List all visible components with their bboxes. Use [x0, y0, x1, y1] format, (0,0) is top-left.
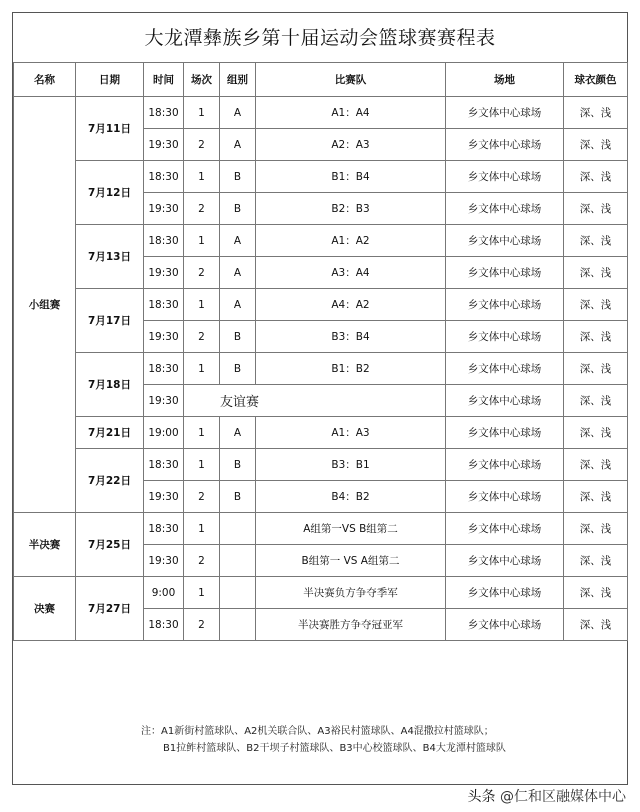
jersey-cell: 深、浅 [564, 193, 628, 225]
time-cell: 19:30 [144, 321, 184, 353]
date-cell: 7月13日 [76, 225, 144, 289]
group-cell [220, 609, 256, 641]
stage-cell-semi: 半决赛 [14, 513, 76, 577]
group-cell: A [220, 225, 256, 257]
venue-cell: 乡文体中心球场 [446, 257, 564, 289]
table-row [14, 161, 628, 193]
teams-cell: 半决赛胜方争夺冠亚军 [256, 609, 446, 641]
group-cell: A [220, 129, 256, 161]
watermark-platform: 头条 [467, 789, 496, 805]
table-row [14, 353, 628, 385]
round-cell: 2 [184, 257, 220, 289]
teams-cell: B4：B2 [256, 481, 446, 513]
jersey-cell: 深、浅 [564, 97, 628, 129]
teams-cell: A1：A4 [256, 97, 446, 129]
round-cell: 2 [184, 481, 220, 513]
teams-cell: A3：A4 [256, 257, 446, 289]
round-cell: 1 [184, 449, 220, 481]
group-cell: B [220, 481, 256, 513]
table-row [14, 417, 628, 449]
jersey-cell: 深、浅 [564, 609, 628, 641]
header-row [14, 63, 628, 97]
time-cell: 18:30 [144, 161, 184, 193]
round-cell: 2 [184, 193, 220, 225]
venue-cell: 乡文体中心球场 [446, 225, 564, 257]
date-cell: 7月22日 [76, 449, 144, 513]
round-cell: 1 [184, 577, 220, 609]
round-cell: 1 [184, 417, 220, 449]
teams-cell: B1：B2 [256, 353, 446, 385]
date-cell: 7月17日 [76, 289, 144, 353]
notes-line-1: 注：A1新街村篮球队、A2机关联合队、A3裕民村篮球队、A4混撒拉村篮球队； [141, 726, 494, 737]
table-row [14, 97, 628, 129]
time-cell: 9:00 [144, 577, 184, 609]
venue-cell: 乡文体中心球场 [446, 353, 564, 385]
jersey-cell: 深、浅 [564, 289, 628, 321]
schedule-table [13, 62, 628, 641]
jersey-cell: 深、浅 [564, 417, 628, 449]
group-cell [220, 545, 256, 577]
header-round: 场次 [184, 63, 220, 97]
venue-cell: 乡文体中心球场 [446, 545, 564, 577]
jersey-cell: 深、浅 [564, 161, 628, 193]
date-cell: 7月12日 [76, 161, 144, 225]
venue-cell: 乡文体中心球场 [446, 129, 564, 161]
teams-cell: A组第一VS B组第二 [256, 513, 446, 545]
venue-cell: 乡文体中心球场 [446, 289, 564, 321]
round-cell: 2 [184, 545, 220, 577]
group-cell: B [220, 449, 256, 481]
team-notes [141, 723, 506, 757]
time-cell: 19:30 [144, 193, 184, 225]
date-cell: 7月18日 [76, 353, 144, 417]
group-cell: B [220, 321, 256, 353]
round-cell: 2 [184, 321, 220, 353]
header-jersey: 球衣颜色 [564, 63, 628, 97]
jersey-cell: 深、浅 [564, 449, 628, 481]
jersey-cell: 深、浅 [564, 321, 628, 353]
teams-cell: 半决赛负方争夺季军 [256, 577, 446, 609]
round-cell: 1 [184, 289, 220, 321]
header-date: 日期 [76, 63, 144, 97]
date-cell: 7月21日 [76, 417, 144, 449]
date-cell: 7月25日 [76, 513, 144, 577]
time-cell: 19:30 [144, 385, 184, 417]
teams-cell: A1：A2 [256, 225, 446, 257]
group-cell: B [220, 193, 256, 225]
jersey-cell: 深、浅 [564, 385, 628, 417]
group-cell [220, 513, 256, 545]
round-cell: 1 [184, 225, 220, 257]
table-row [14, 289, 628, 321]
teams-cell: A1：A3 [256, 417, 446, 449]
teams-cell: B组第一 VS A组第二 [256, 545, 446, 577]
round-cell: 1 [184, 353, 220, 385]
round-cell: 2 [184, 129, 220, 161]
page-title: 大龙潭彝族乡第十届运动会篮球赛赛程表 [144, 27, 496, 49]
jersey-cell: 深、浅 [564, 513, 628, 545]
venue-cell: 乡文体中心球场 [446, 321, 564, 353]
jersey-cell: 深、浅 [564, 353, 628, 385]
venue-cell: 乡文体中心球场 [446, 609, 564, 641]
schedule-sheet [12, 12, 628, 785]
teams-cell: A2：A3 [256, 129, 446, 161]
time-cell: 19:30 [144, 129, 184, 161]
jersey-cell: 深、浅 [564, 545, 628, 577]
venue-cell: 乡文体中心球场 [446, 417, 564, 449]
time-cell: 18:30 [144, 609, 184, 641]
time-cell: 19:30 [144, 257, 184, 289]
group-cell: A [220, 289, 256, 321]
group-cell: B [220, 161, 256, 193]
jersey-cell: 深、浅 [564, 129, 628, 161]
date-cell: 7月11日 [76, 97, 144, 161]
time-cell: 18:30 [144, 449, 184, 481]
venue-cell: 乡文体中心球场 [446, 385, 564, 417]
venue-cell: 乡文体中心球场 [446, 513, 564, 545]
time-cell: 19:30 [144, 481, 184, 513]
header-group: 组别 [220, 63, 256, 97]
table-row [14, 449, 628, 481]
notes-line-2: B1拉鲊村篮球队、B2干坝子村篮球队、B3中心校篮球队、B4大龙潭村篮球队 [163, 743, 506, 754]
header-teams: 比赛队 [256, 63, 446, 97]
teams-cell: A4：A2 [256, 289, 446, 321]
venue-cell: 乡文体中心球场 [446, 577, 564, 609]
time-cell: 18:30 [144, 97, 184, 129]
teams-cell: B2：B3 [256, 193, 446, 225]
group-cell: A [220, 97, 256, 129]
round-cell: 1 [184, 161, 220, 193]
venue-cell: 乡文体中心球场 [446, 161, 564, 193]
table-row [14, 225, 628, 257]
jersey-cell: 深、浅 [564, 257, 628, 289]
header-venue: 场地 [446, 63, 564, 97]
group-cell: B [220, 353, 256, 385]
time-cell: 18:30 [144, 225, 184, 257]
group-cell [220, 577, 256, 609]
teams-cell: B1：B4 [256, 161, 446, 193]
jersey-cell: 深、浅 [564, 481, 628, 513]
teams-cell: B3：B4 [256, 321, 446, 353]
jersey-cell: 深、浅 [564, 225, 628, 257]
date-cell: 7月27日 [76, 577, 144, 641]
time-cell: 19:00 [144, 417, 184, 449]
teams-cell: B3：B1 [256, 449, 446, 481]
round-cell: 2 [184, 609, 220, 641]
time-cell: 18:30 [144, 353, 184, 385]
time-cell: 19:30 [144, 545, 184, 577]
watermark [468, 786, 626, 806]
venue-cell: 乡文体中心球场 [446, 449, 564, 481]
group-cell: A [220, 417, 256, 449]
venue-cell: 乡文体中心球场 [446, 481, 564, 513]
group-cell: A [220, 257, 256, 289]
table-row [14, 513, 628, 545]
stage-cell-group: 小组赛 [14, 97, 76, 513]
round-cell: 1 [184, 513, 220, 545]
header-time: 时间 [144, 63, 184, 97]
watermark-account: @仁和区融媒体中心 [500, 789, 626, 805]
header-name: 名称 [14, 63, 76, 97]
jersey-cell: 深、浅 [564, 577, 628, 609]
venue-cell: 乡文体中心球场 [446, 193, 564, 225]
stage-cell-final: 决赛 [14, 577, 76, 641]
table-row [14, 577, 628, 609]
friendly-match-cell: 友谊赛 [184, 385, 446, 417]
time-cell: 18:30 [144, 289, 184, 321]
round-cell: 1 [184, 97, 220, 129]
time-cell: 18:30 [144, 513, 184, 545]
venue-cell: 乡文体中心球场 [446, 97, 564, 129]
